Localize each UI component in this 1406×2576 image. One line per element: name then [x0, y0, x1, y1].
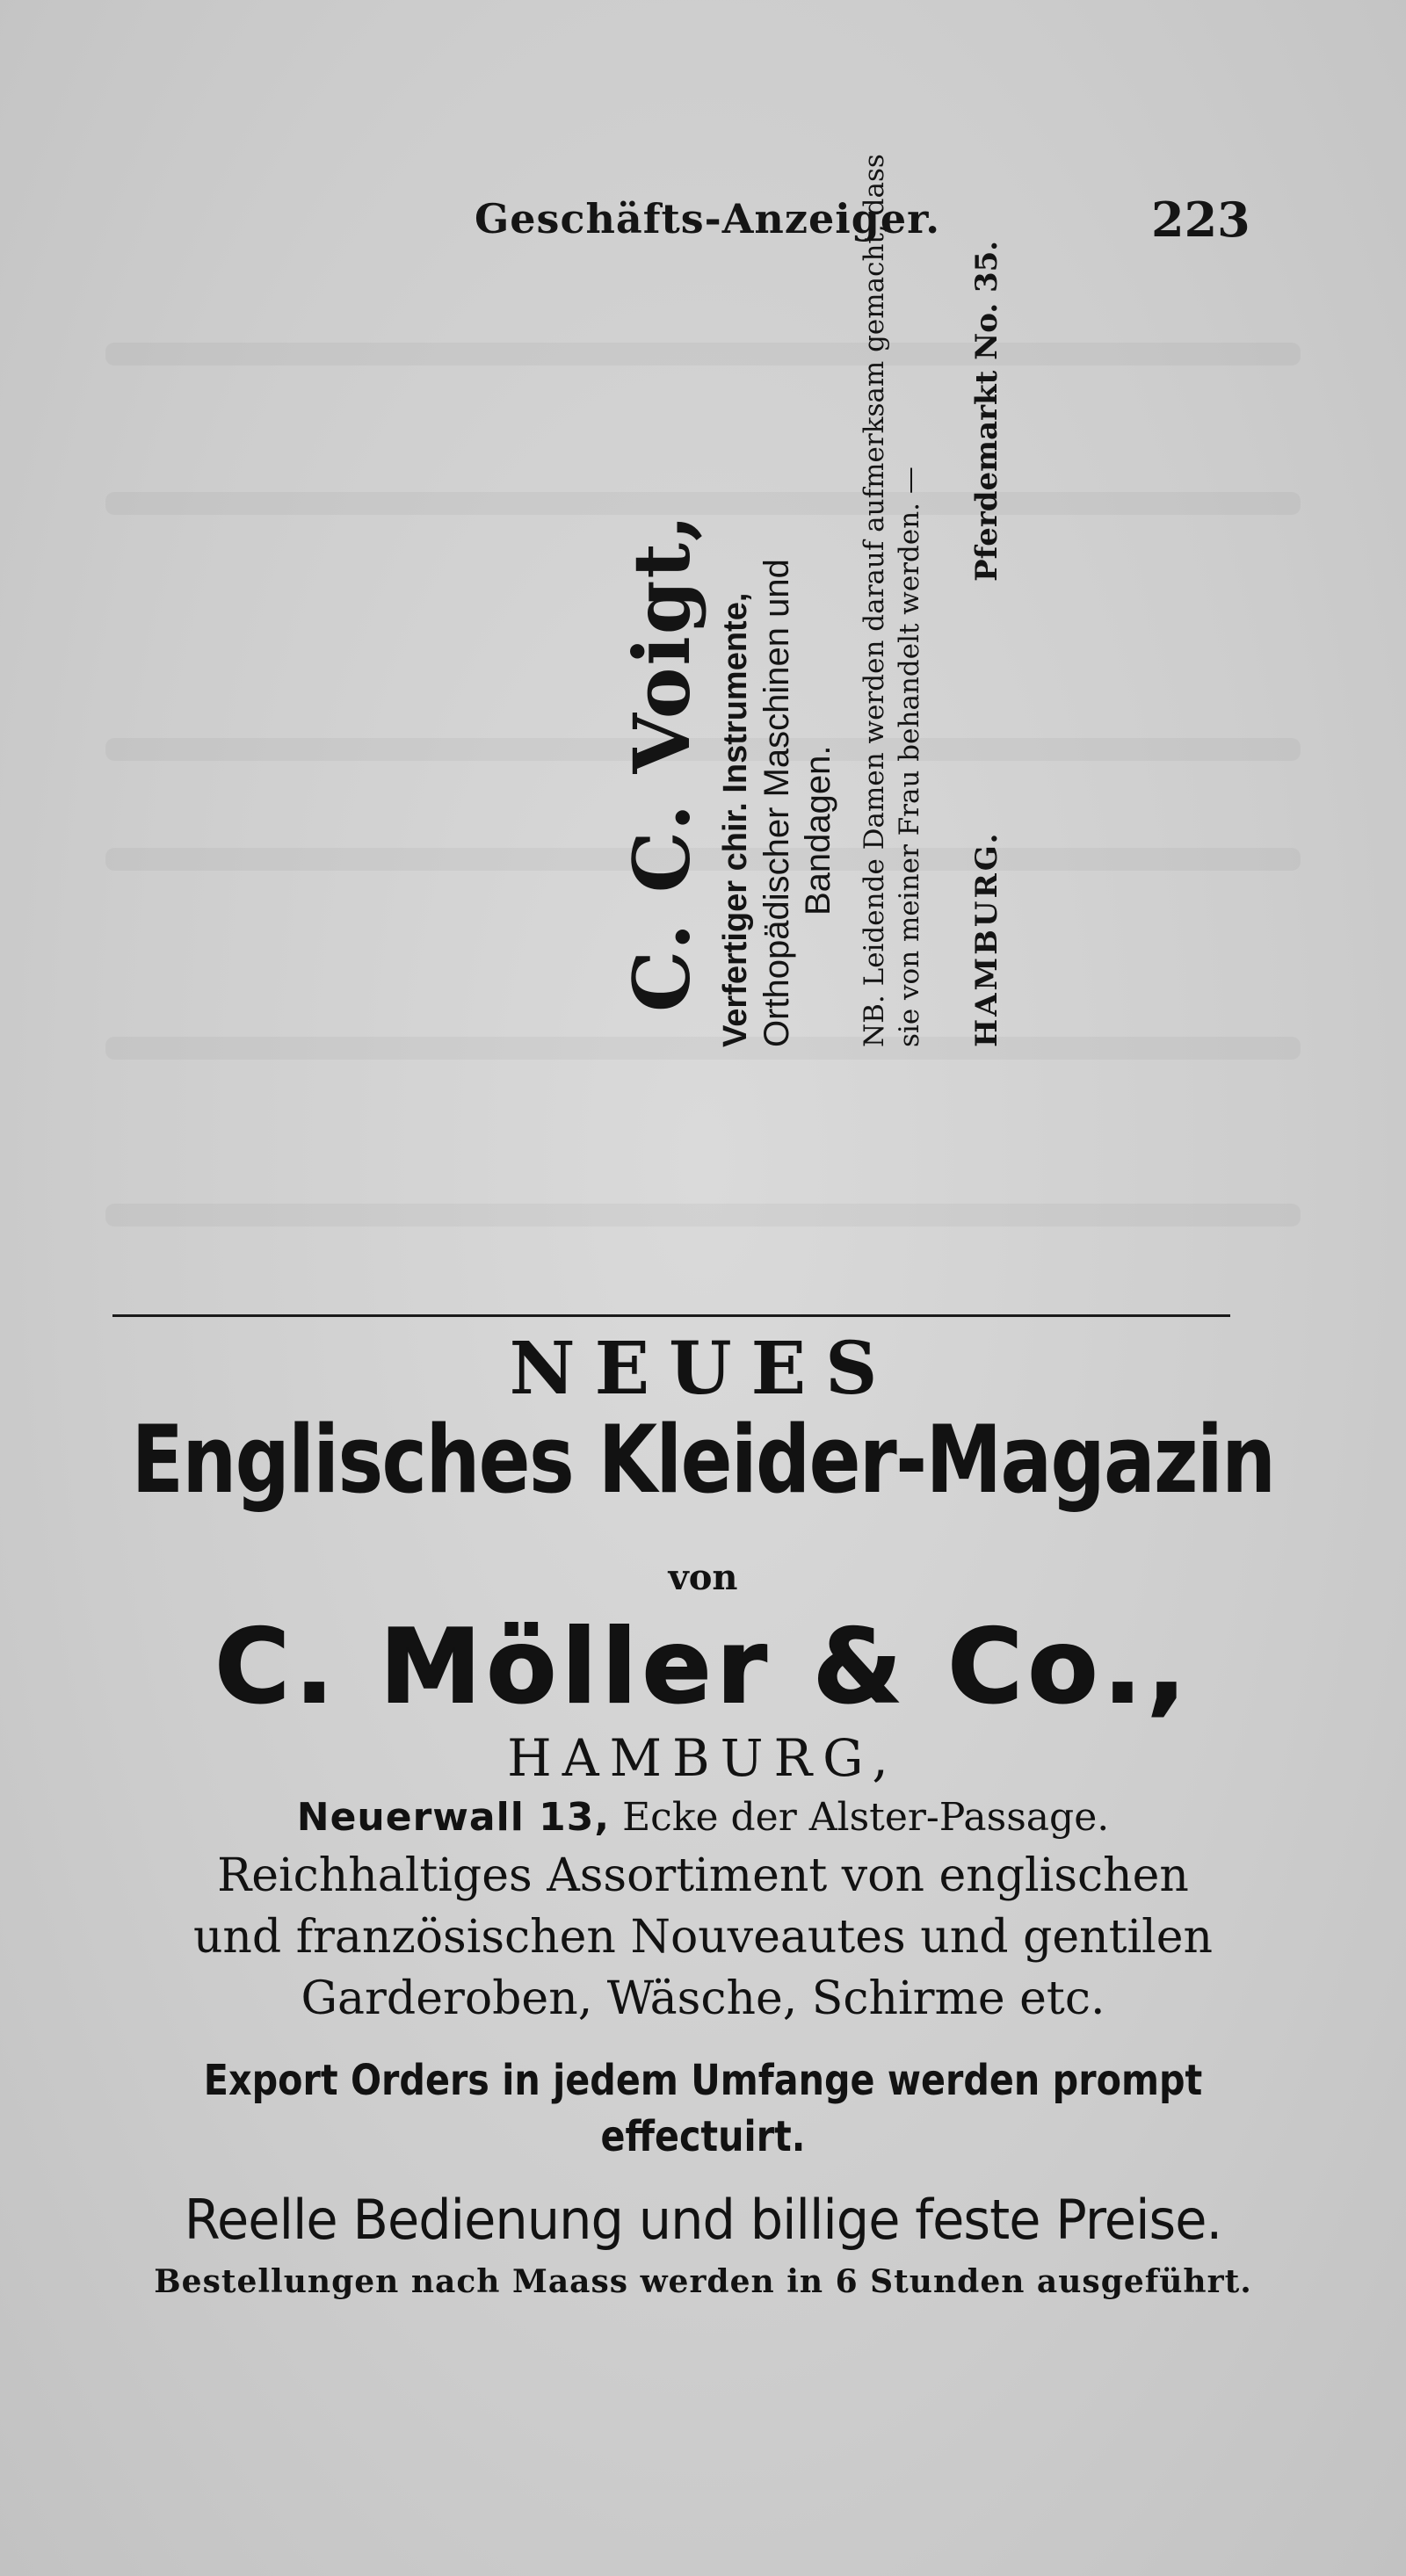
page-number: 223 [1151, 192, 1250, 248]
running-head: Geschäfts-Anzeiger. [475, 195, 941, 242]
advert-voigt [618, 134, 1136, 1047]
advert-voigt-bandages: Bandagen. [799, 745, 837, 915]
advert-moeller-orders: Bestellungen nach Maass werden in 6 Stunden ausgeführt. [154, 2263, 1252, 2300]
advert-voigt-machines: Orthopädischer Maschinen und [757, 559, 796, 1047]
advert-voigt-note: NB. Leidende Damen werden darauf aufmerksam gemacht, dass sie von meiner Frau behandelt werden. — [859, 154, 925, 1047]
section-divider [112, 1314, 1230, 1317]
advert-moeller-export [98, 2052, 1308, 2165]
advert-moeller-street: Neuerwall 13, [296, 1795, 611, 1840]
export-line: Export Orders in jedem Umfange werden prompt [203, 2056, 1203, 2105]
export-line: effectuirt. [600, 2112, 806, 2161]
advert-moeller-corner: Ecke der Alster-Passage. [622, 1795, 1110, 1840]
bleed-through-texture [105, 1204, 1301, 1226]
advert-voigt-street: Pferdemarkt No. 35. [969, 240, 1004, 582]
advert-moeller-address [0, 1795, 1406, 1840]
advert-moeller-title: Englisches Kleider-Magazin [131, 1406, 1275, 1514]
assortment-line: Garderoben, Wäsche, Schirme etc. [301, 1972, 1105, 2025]
advert-moeller-service: Reelle Bedienung und billige feste Preise. [184, 2188, 1222, 2252]
advert-voigt-city: HAMBURG. [969, 830, 1004, 1047]
assortment-line: und französischen Nouveautes und gentilen [192, 1911, 1214, 1964]
advert-moeller-assortment [0, 1845, 1406, 2030]
assortment-line: Reichhaltiges Assortiment von englischen [217, 1849, 1189, 1902]
advert-voigt-name: C. C. Voigt, [616, 512, 707, 1012]
advert-moeller-von: von [668, 1557, 738, 1598]
advert-voigt-instruments: Verfertiger chir. Instrumente, [717, 592, 754, 1047]
advert-moeller-neues: NEUES [509, 1327, 897, 1411]
advert-moeller-city: HAMBURG, [507, 1728, 899, 1788]
advert-moeller-company: C. Möller & Co., [214, 1608, 1192, 1726]
